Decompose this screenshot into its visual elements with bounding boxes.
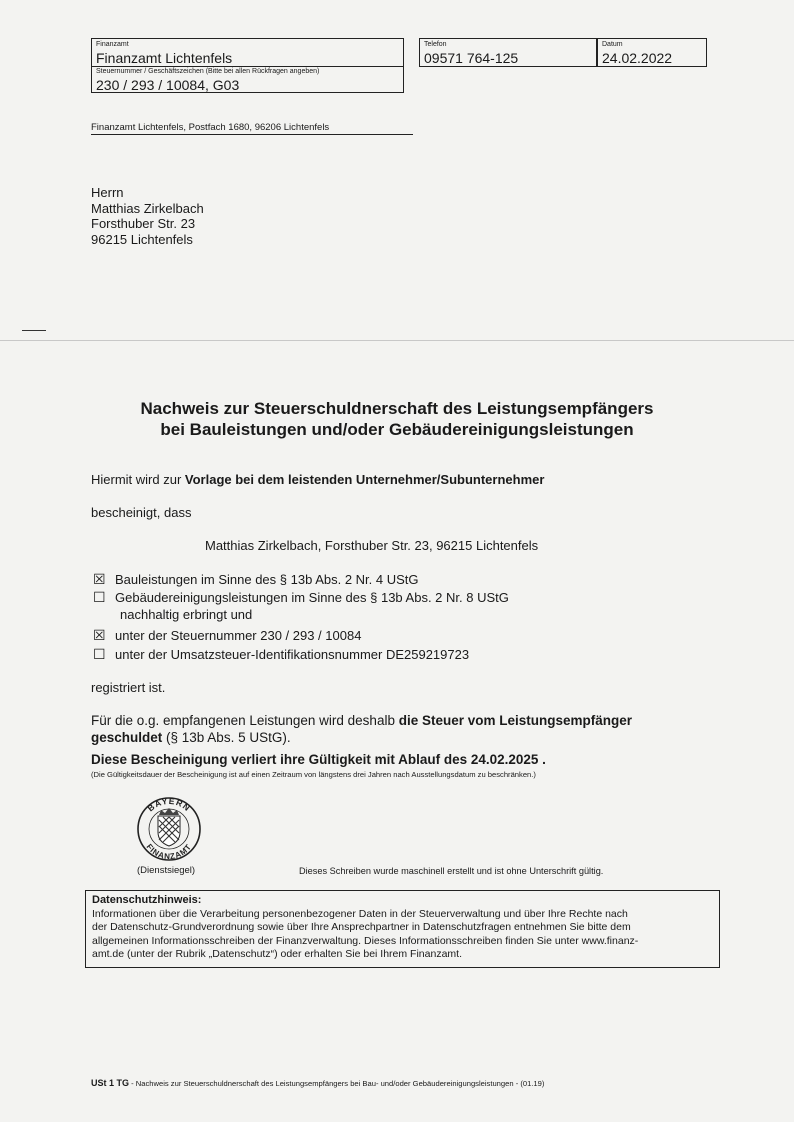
- taxno-label: Steuernummer / Geschäftszeichen (Bitte bei allen Rückfragen angeben): [96, 68, 320, 75]
- checkbox-checked-icon: ☒: [93, 571, 106, 587]
- privacy-line: Informationen über die Verarbeitung personenbezogener Daten in der Steuerverwaltung und über Ihre Rechte nach: [92, 907, 628, 920]
- validity-statement: Diese Bescheinigung verliert ihre Gültigkeit mit Ablauf des 24.02.2025 .: [91, 752, 546, 767]
- intro-paragraph: [91, 472, 544, 488]
- certified-text: bescheinigt, dass: [91, 505, 192, 520]
- checkbox-row-cleaning: [93, 589, 509, 606]
- privacy-notice-box: [85, 890, 720, 968]
- checkbox-label: Bauleistungen im Sinne des § 13b Abs. 2 Nr. 4 UStG: [115, 572, 419, 587]
- tax-bold-1: die Steuer vom Leistungsempfänger: [398, 713, 633, 728]
- recipient-salutation: Herrn: [91, 185, 124, 200]
- intro-prefix: Hiermit wird zur: [91, 472, 185, 487]
- seal-top-text: BAYERN: [145, 796, 193, 814]
- seal-graphic: [130, 796, 212, 862]
- checkbox-label: unter der Steuernummer 230 / 293 / 10084: [115, 628, 362, 643]
- office-label: Finanzamt: [96, 41, 129, 48]
- tax-prefix: Für die o.g. empfangenen Leistungen wird deshalb: [91, 713, 399, 728]
- privacy-heading: Datenschutzhinweis:: [92, 894, 202, 906]
- header-divider: [92, 66, 403, 67]
- privacy-line: amt.de (unter der Rubrik „Datenschutz“) oder erhalten Sie bei Ihrem Finanzamt.: [92, 948, 462, 960]
- recipient-address: [91, 185, 204, 247]
- official-seal: [130, 796, 212, 862]
- document-title: [60, 398, 734, 440]
- title-line-2: bei Bauleistungen und/oder Gebäudereinigungsleistungen: [160, 420, 634, 439]
- validity-note: (Die Gültigkeitsdauer der Bescheinigung ist auf einen Zeitraum von längstens drei Jahren nach Ausstellungsdatum zu beschränken.): [91, 770, 536, 779]
- privacy-line: allgemeinen Informationsschreiben der Finanzverwaltung. Dieses Informationsschreiben finden Sie unter www.finanz-: [92, 934, 639, 947]
- intro-bold: Vorlage bei dem leistenden Unternehmer/Subunternehmer: [184, 472, 545, 487]
- checkbox-checked-icon: ☒: [93, 627, 106, 643]
- sender-line: Finanzamt Lichtenfels, Postfach 1680, 96206 Lichtenfels: [91, 122, 413, 135]
- paper-fold: [0, 340, 794, 341]
- registered-text: registriert ist.: [91, 680, 166, 695]
- form-footer: [91, 1078, 544, 1088]
- phone-value: 09571 764-125: [424, 50, 519, 66]
- date-box: [597, 38, 707, 67]
- recipient-name: Matthias Zirkelbach: [91, 200, 204, 216]
- seal-bottom-text: FINANZAMT: [144, 842, 194, 862]
- tax-bold-2: geschuldet: [91, 730, 163, 745]
- tax-liability-paragraph: [91, 712, 632, 746]
- tax-suffix: (§ 13b Abs. 5 UStG).: [162, 730, 291, 745]
- checkbox-unchecked-icon: ☐: [93, 646, 106, 662]
- checkbox-row-taxno: [93, 627, 361, 644]
- office-taxno-box: [91, 38, 404, 93]
- checkbox-label: Gebäudereinigungsleistungen im Sinne des § 13b Abs. 2 Nr. 8 UStG: [115, 590, 509, 605]
- taxno-value: 230 / 293 / 10084, G03: [96, 77, 240, 93]
- recipient-street: Forsthuber Str. 23: [91, 216, 196, 231]
- form-code: USt 1 TG: [91, 1078, 130, 1088]
- date-label: Datum: [602, 41, 623, 48]
- privacy-line: der Datenschutz-Grundverordnung sowie über Ihre Ansprechpartner in Datenschutzfragen entnehmen Sie bitte dem: [92, 921, 631, 933]
- office-value: Finanzamt Lichtenfels: [96, 50, 233, 66]
- checkbox-label: unter der Umsatzsteuer-Identifikationsnummer DE259219723: [115, 647, 470, 662]
- party-address: Matthias Zirkelbach, Forsthuber Str. 23, 96215 Lichtenfels: [205, 538, 539, 553]
- date-value: 24.02.2022: [602, 50, 673, 66]
- phone-box: [419, 38, 597, 67]
- title-line-1: Nachweis zur Steuerschuldnerschaft des Leistungsempfängers: [140, 399, 654, 418]
- phone-label: Telefon: [424, 41, 447, 48]
- machine-note: Dieses Schreiben wurde maschinell erstellt und ist ohne Unterschrift gültig.: [299, 866, 604, 876]
- recipient-city: 96215 Lichtenfels: [91, 231, 193, 247]
- fold-mark: [22, 330, 46, 331]
- form-description: - Nachweis zur Steuerschuldnerschaft des Leistungsempfängers bei Bau- und/oder Gebäudereinigungsleistungen - (01.19): [129, 1079, 545, 1088]
- checkbox-row-construction: [93, 571, 419, 588]
- seal-caption: (Dienstsiegel): [137, 865, 196, 876]
- continuation-text: nachhaltig erbringt und: [120, 607, 253, 622]
- checkbox-unchecked-icon: ☐: [93, 589, 106, 605]
- checkbox-row-vatid: [93, 646, 469, 663]
